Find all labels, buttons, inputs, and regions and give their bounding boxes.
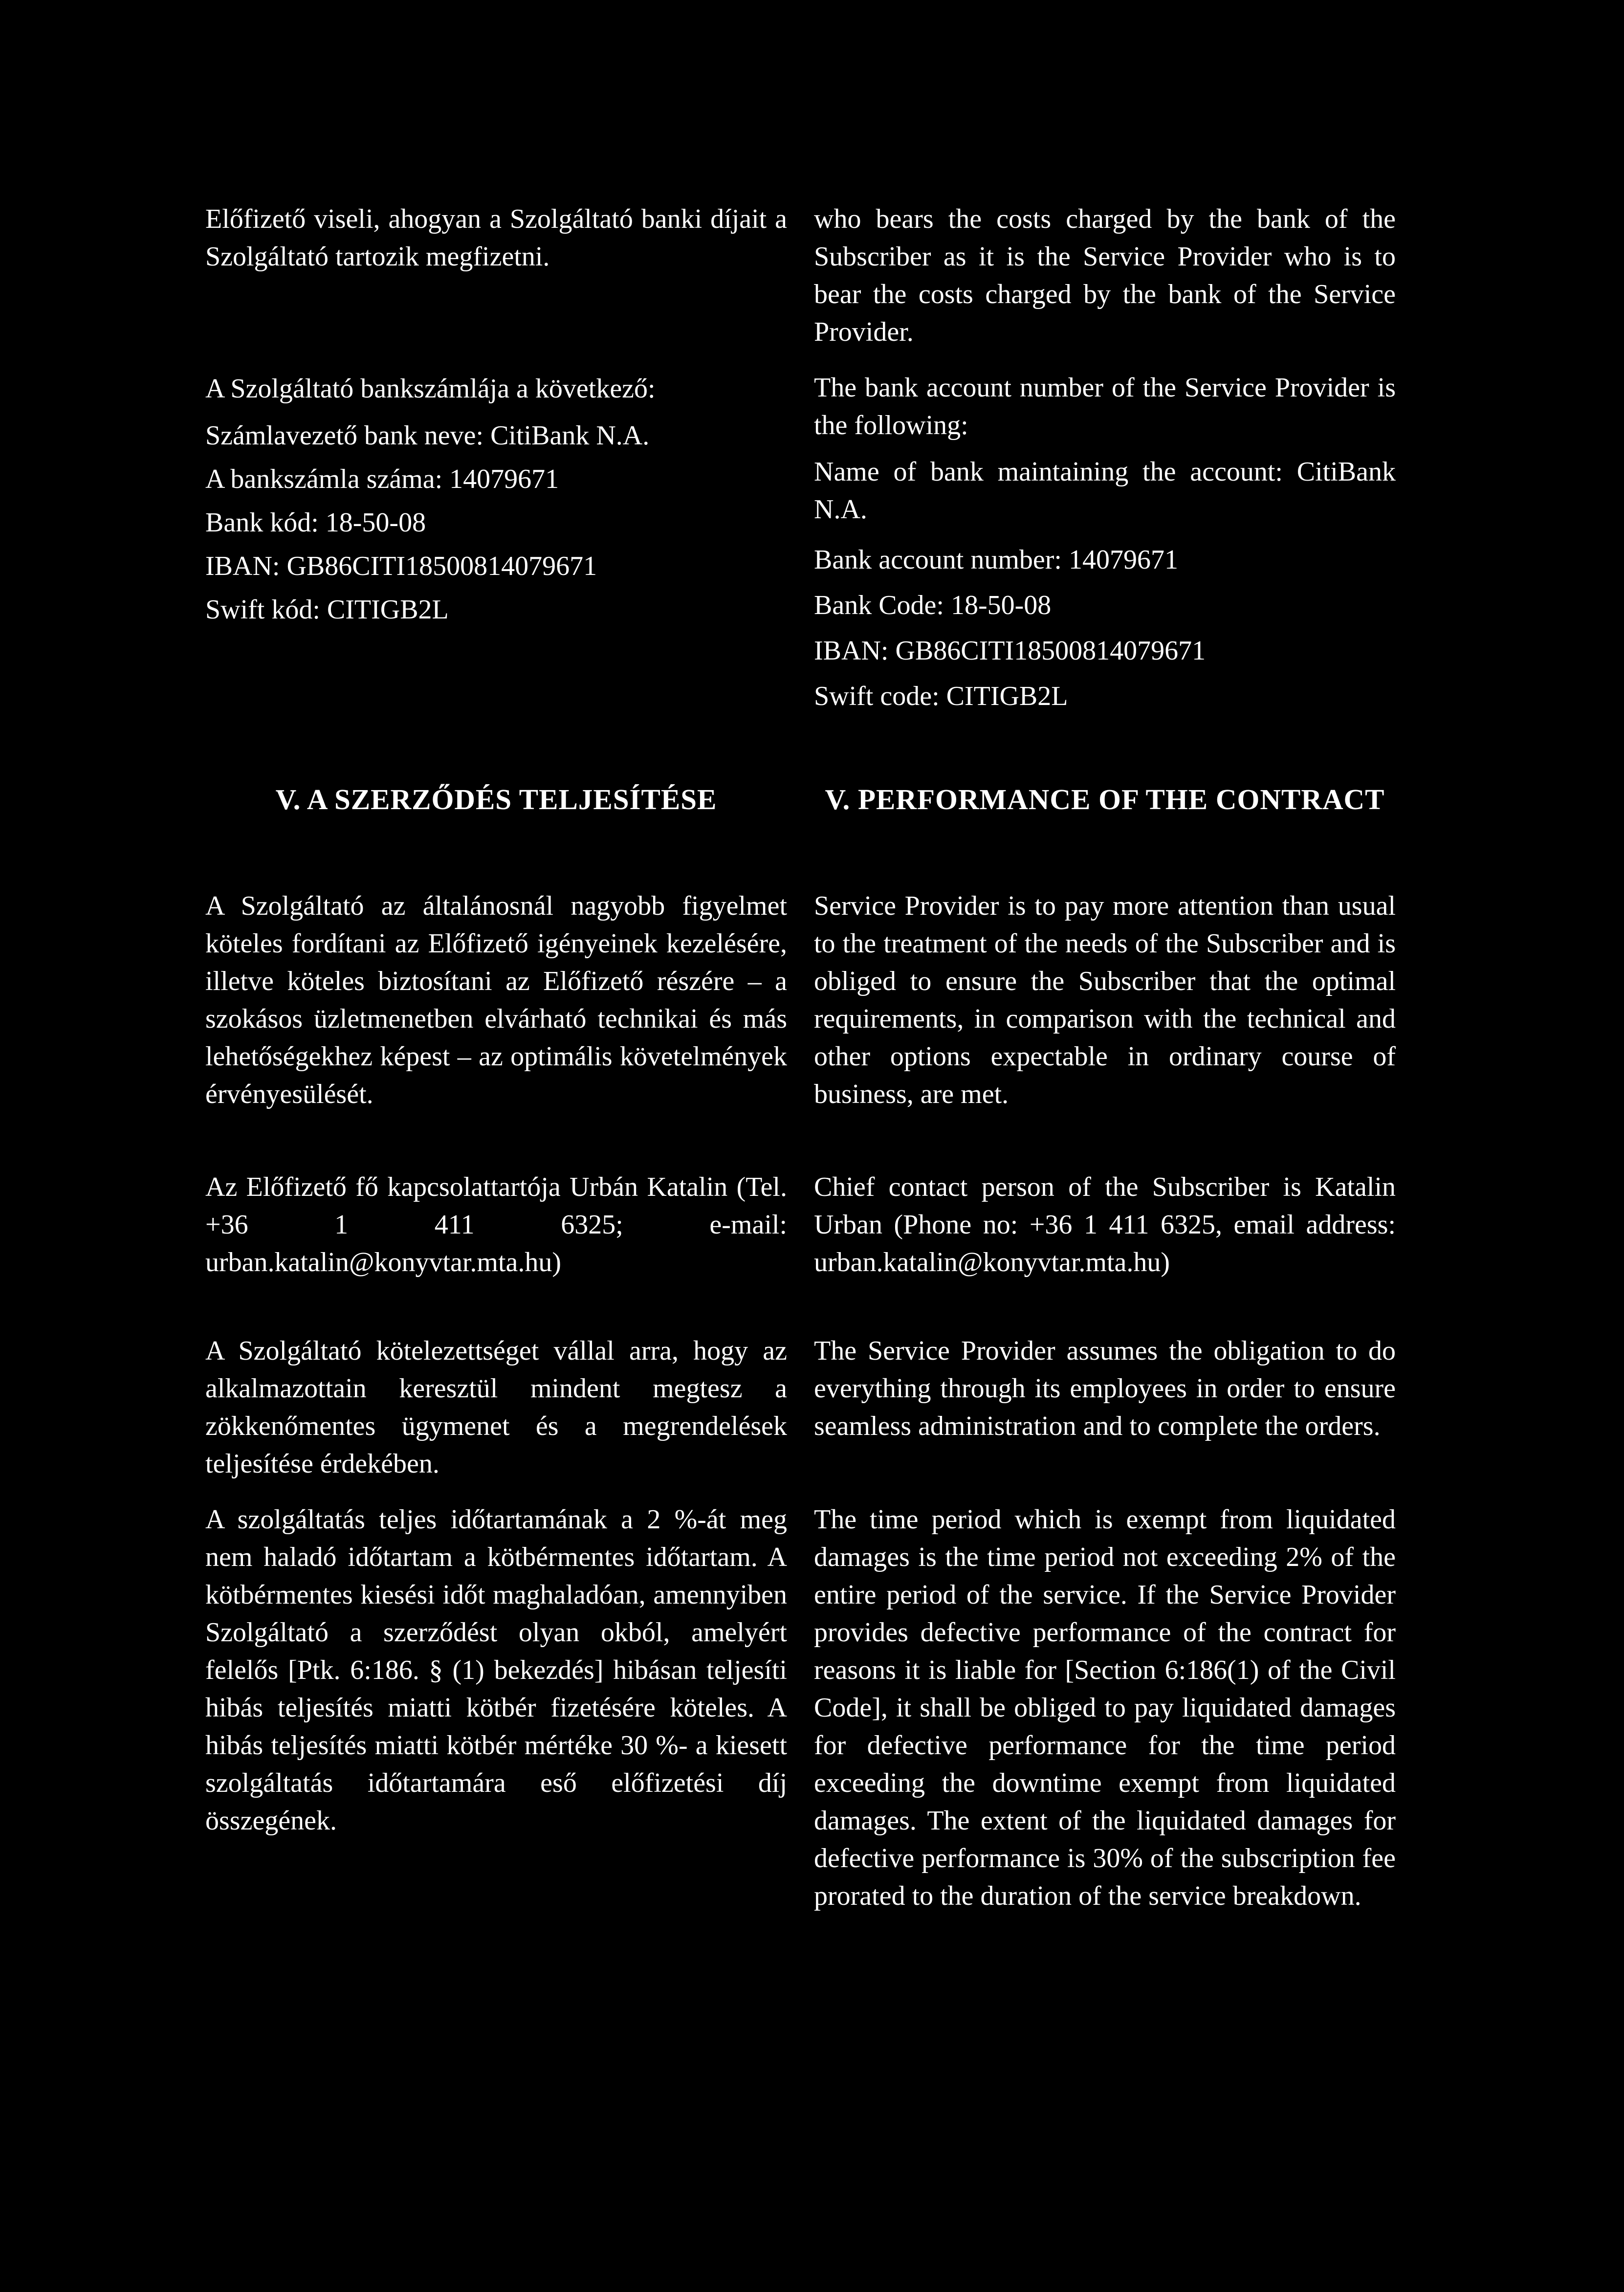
en-attention-paragraph: Service Provider is to pay more attention than usual to the treatment of the needs of the Subscriber and is obliged to ensure the Subscriber that the optimal requirements, in comparison with the technical and other options expectable in ordinary course of business, are met. — [814, 891, 1396, 1109]
hu-attention-paragraph: A Szolgáltató az általánosnál nagyobb figyelmet köteles fordítani az Előfizető igényeinek kezelésére, illetve köteles biztosítani az Előfizető részére – a szokásos üzletmenetben elvárható technikai és más lehetőségekhez képest – az optimális követelmények érvényesülését. — [205, 891, 787, 1109]
hu-bank-details — [205, 369, 787, 632]
hu-bank-name: Számlavezető bank neve: CitiBank N.A. — [205, 420, 650, 451]
en-bank-name: Name of bank maintaining the account: CitiBank N.A. — [814, 457, 1396, 525]
en-iban: IBAN: GB86CITI18500814079671 — [814, 636, 1206, 666]
en-damages-paragraph: The time period which is exempt from liquidated damages is the time period not exceeding 2% of the entire period of the service. If the Service Provider provides defective performance of the contract for reasons it is liable for [Section 6:186(1) of the Civil Code], it shall be obliged to pay liquidated damages for defective performance for the time period exceeding the downtime exempt from liquidated damages. The extent of the liquidated damages for defective performance is 30% of the subscription fee prorated to the duration of the service breakdown. — [814, 1504, 1396, 1911]
hu-fee-continuation: Előfizető viseli, ahogyan a Szolgáltató banki díjait a Szolgáltató tartozik megfizetni. — [205, 204, 787, 272]
en-obligation-paragraph: The Service Provider assumes the obligation to do everything through its employees in order to ensure seamless administration and to complete the orders. — [814, 1336, 1396, 1441]
section-heading-en: V. PERFORMANCE OF THE CONTRACT — [825, 783, 1385, 815]
en-bank-details — [814, 369, 1396, 719]
hu-account-number: A bankszámla száma: 14079671 — [205, 464, 559, 494]
hu-bank-intro: A Szolgáltató bankszámlája a következő: — [205, 374, 656, 404]
en-contact-paragraph: Chief contact person of the Subscriber is Katalin Urban (Phone no: +36 1 411 6325, email address: urban.katalin@konyvtar.mta.hu) — [814, 1172, 1396, 1278]
en-account-number: Bank account number: 14079671 — [814, 545, 1178, 575]
section-heading-hu: V. A SZERZŐDÉS TELJESÍTÉSE — [275, 783, 717, 815]
hu-iban: IBAN: GB86CITI18500814079671 — [205, 551, 597, 581]
hu-damages-paragraph: A szolgáltatás teljes időtartamának a 2 %-át meg nem haladó időtartam a kötbérmentes időtartam. A kötbérmentes kiesési időt maghaladóan, amennyiben Szolgáltató a szerződést olyan okból, amelyért felelős [Ptk. 6:186. § (1) bekezdés] hibásan teljesíti hibás teljesítés miatti kötbér fizetésére köteles. A hibás teljesítés miatti kötbér mértéke 30 %- a kiesett szolgáltatás időtartamára eső előfizetési díj összegének. — [205, 1504, 787, 1836]
en-fee-continuation: who bears the costs charged by the bank of the Subscriber as it is the Service Provider who is to bear the costs charged by the bank of the Service Provider. — [814, 204, 1396, 347]
hu-swift: Swift kód: CITIGB2L — [205, 595, 449, 625]
en-swift: Swift code: CITIGB2L — [814, 681, 1068, 711]
en-bank-code: Bank Code: 18-50-08 — [814, 590, 1052, 620]
hu-obligation-paragraph: A Szolgáltató kötelezettséget vállal arra, hogy az alkalmazottain keresztül mindent megtesz a zökkenőmentes ügymenet és a megrendelések teljesítése érdekében. — [205, 1336, 787, 1479]
en-bank-intro: The bank account number of the Service Provider is the following: — [814, 373, 1396, 441]
hu-bank-code: Bank kód: 18-50-08 — [205, 507, 426, 538]
hu-contact-paragraph: Az Előfizető fő kapcsolattartója Urbán Katalin (Tel. +36 1 411 6325; e-mail: urban.katalin@konyvtar.mta.hu) — [205, 1172, 787, 1278]
